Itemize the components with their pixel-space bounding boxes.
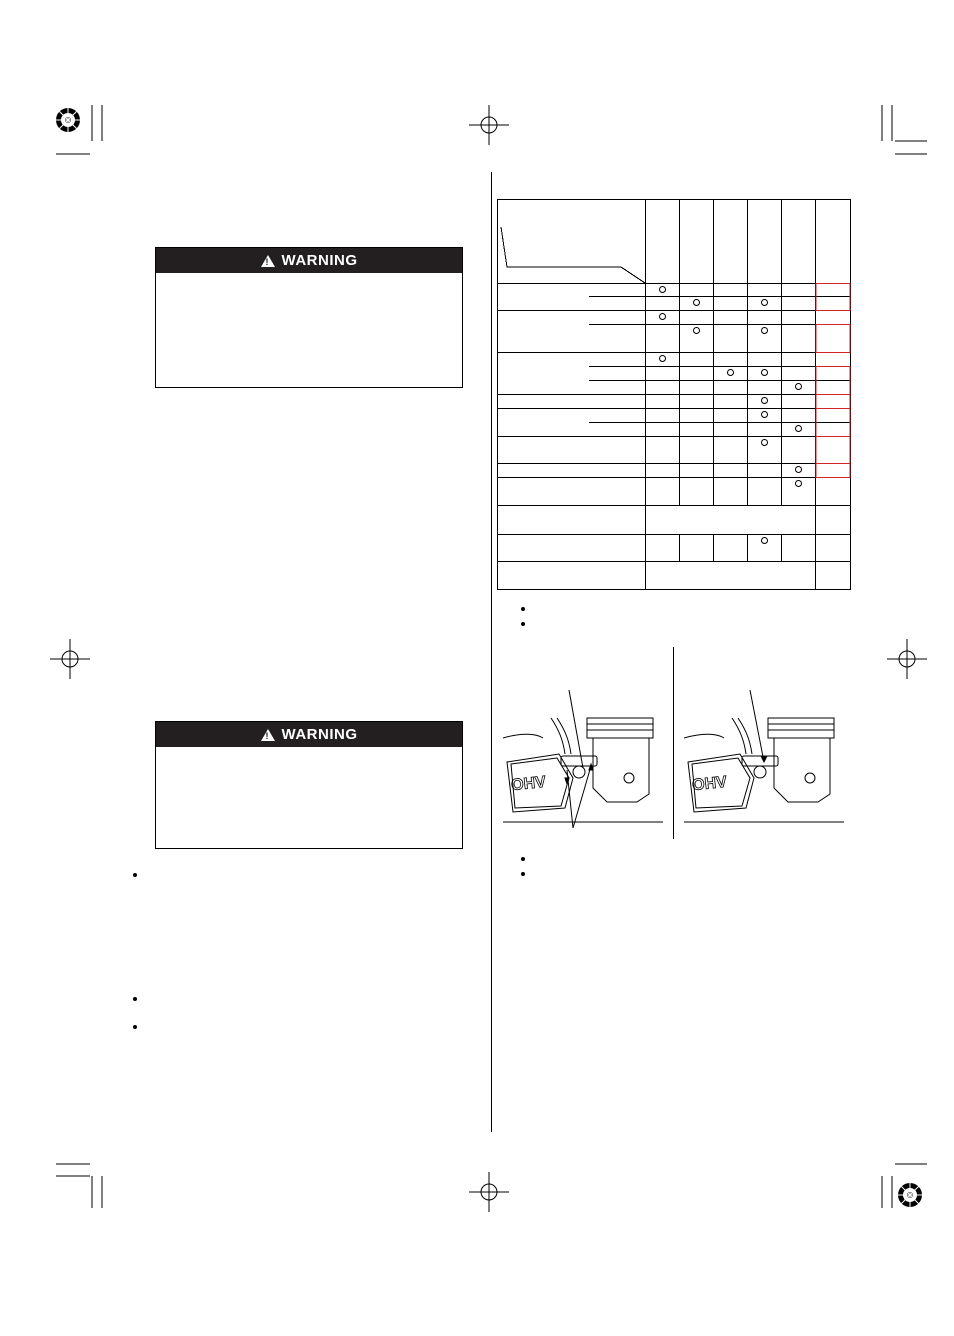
warning-triangle-icon: !	[261, 729, 275, 741]
schedule-mark	[795, 466, 802, 473]
schedule-mark	[761, 299, 768, 306]
warning-box-1	[155, 247, 463, 388]
bullet-point	[521, 622, 525, 626]
schedule-mark	[761, 411, 768, 418]
schedule-mark	[761, 439, 768, 446]
schedule-mark	[659, 286, 666, 293]
ohv-label: OHV	[691, 773, 728, 795]
schedule-mark	[727, 369, 734, 376]
schedule-mark	[693, 327, 700, 334]
column-divider	[491, 172, 492, 1132]
bullet-point	[521, 872, 525, 876]
warning-label: WARNING	[281, 726, 358, 743]
bullet-point	[133, 873, 137, 877]
schedule-mark	[795, 425, 802, 432]
schedule-mark	[761, 369, 768, 376]
carburetor-illustration-left	[503, 690, 663, 830]
warning-label: WARNING	[281, 252, 358, 269]
maintenance-schedule-table	[497, 199, 851, 590]
ohv-label: OHV	[510, 773, 547, 795]
bullet-point	[133, 997, 137, 1001]
schedule-mark	[795, 383, 802, 390]
bullet-point	[521, 857, 525, 861]
warning-box-2	[155, 721, 463, 849]
carburetor-illustration-right	[684, 690, 844, 830]
warning-header-1	[156, 248, 462, 273]
bullet-point	[133, 1025, 137, 1029]
schedule-mark	[761, 537, 768, 544]
warning-header-2	[156, 722, 462, 747]
bullet-point	[521, 607, 525, 611]
schedule-mark	[761, 397, 768, 404]
schedule-mark	[693, 299, 700, 306]
illustration-divider	[673, 647, 674, 839]
schedule-mark	[795, 480, 802, 487]
schedule-mark	[659, 313, 666, 320]
table-grid	[497, 199, 851, 590]
schedule-mark	[761, 327, 768, 334]
warning-triangle-icon: !	[261, 255, 275, 267]
starburst-target-bottom-right	[896, 1181, 924, 1209]
starburst-target-top-left	[54, 106, 82, 134]
schedule-mark	[659, 355, 666, 362]
